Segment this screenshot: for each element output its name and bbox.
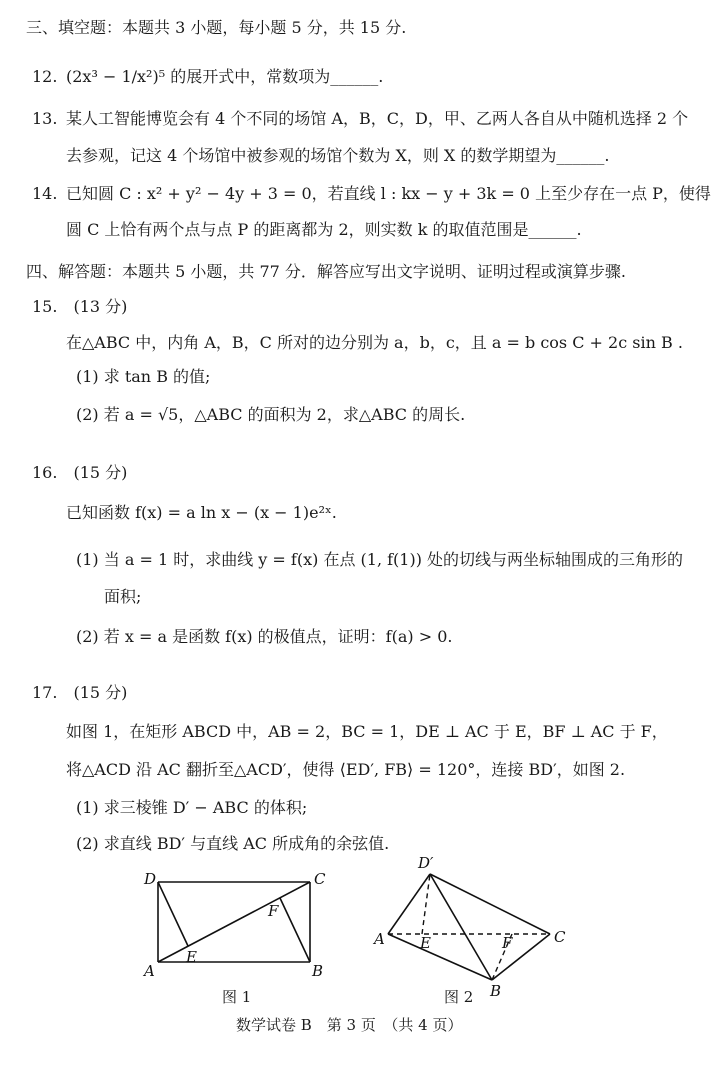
question-text-line: 去参观，记这 4 个场馆中被参观的场馆个数为 X，则 X 的数学期望为______.	[66, 146, 610, 165]
label-e: E	[186, 948, 197, 966]
figure-2-diagram	[370, 852, 580, 1000]
sub-question-1: (1) 求 tan B 的值;	[76, 367, 211, 386]
question-text-line: 如图 1，在矩形 ABCD 中，AB = 2，BC = 1，DE ⊥ AC 于 E，BF ⊥ AC 于 F，	[66, 722, 668, 741]
question-number: 12.	[32, 67, 58, 86]
question-number: 17. (15 分)	[32, 683, 128, 702]
sub-question-2: (2) 若 a = √5，△ABC 的面积为 2，求△ABC 的周长.	[76, 405, 466, 424]
edge-b-c	[492, 934, 550, 980]
label-a: A	[374, 930, 385, 948]
figure-1-diagram	[140, 864, 340, 984]
label-b: B	[490, 982, 502, 1000]
label-c: C	[314, 870, 326, 888]
question-stem: 已知函数 f(x) = a ln x − (x − 1)e²ˣ.	[66, 503, 337, 522]
segment-de	[158, 882, 188, 946]
segment-bf	[280, 898, 310, 962]
question-text-line: 将△ACD 沿 AC 翻折至△ACD′，使得 ⟨ED′, FB⟩ = 120°，连接 BD′，如图 2.	[66, 760, 626, 779]
label-dprime: D′	[418, 854, 434, 872]
sub-question-2: (2) 求直线 BD′ 与直线 AC 所成角的余弦值.	[76, 834, 390, 853]
label-f: F	[502, 934, 513, 952]
question-number: 14.	[32, 184, 58, 203]
question-text: (2x³ − 1/x²)⁵ 的展开式中，常数项为______.	[66, 67, 384, 86]
sub-question-1-continued: 面积;	[104, 587, 142, 606]
question-number: 13.	[32, 109, 58, 128]
question-text-line: 圆 C 上恰有两个点与点 P 的距离都为 2，则实数 k 的取值范围是______.	[66, 220, 582, 239]
question-stem: 在△ABC 中，内角 A，B，C 所对的边分别为 a，b，c，且 a = b cos C + 2c sin B .	[66, 333, 683, 352]
label-a: A	[144, 962, 155, 980]
diagonal-ac	[158, 882, 310, 962]
label-b: B	[312, 962, 324, 980]
label-f: F	[268, 902, 279, 920]
question-number: 15. (13 分)	[32, 297, 128, 316]
fill-blank-section-header: 三、填空题：本题共 3 小题，每小题 5 分，共 15 分.	[26, 18, 407, 37]
edge-a-b	[388, 934, 492, 980]
label-d: D	[144, 870, 157, 888]
sub-question-2: (2) 若 x = a 是函数 f(x) 的极值点，证明：f(a) > 0.	[76, 627, 453, 646]
sub-question-1: (1) 当 a = 1 时，求曲线 y = f(x) 在点 (1, f(1)) 处的切线与两坐标轴围成的三角形的	[76, 550, 684, 569]
sub-question-1: (1) 求三棱锥 D′ − ABC 的体积;	[76, 798, 308, 817]
label-e: E	[420, 934, 431, 952]
figure-1-caption: 图 1	[222, 988, 252, 1006]
solve-section-header: 四、解答题：本题共 5 小题，共 77 分．解答应写出文字说明、证明过程或演算步骤.	[26, 262, 626, 281]
question-number: 16. (15 分)	[32, 463, 128, 482]
figure-2-caption: 图 2	[444, 988, 474, 1006]
question-text-line: 已知圆 C : x² + y² − 4y + 3 = 0，若直线 l : kx − y + 3k = 0 上至少存在一点 P，使得	[66, 184, 711, 203]
question-text-line: 某人工智能博览会有 4 个不同的场馆 A，B，C，D，甲、乙两人各自从中随机选择 2 个	[66, 109, 689, 128]
label-c: C	[554, 928, 566, 946]
page-footer: 数学试卷 B 第 3 页 （共 4 页）	[236, 1016, 463, 1034]
